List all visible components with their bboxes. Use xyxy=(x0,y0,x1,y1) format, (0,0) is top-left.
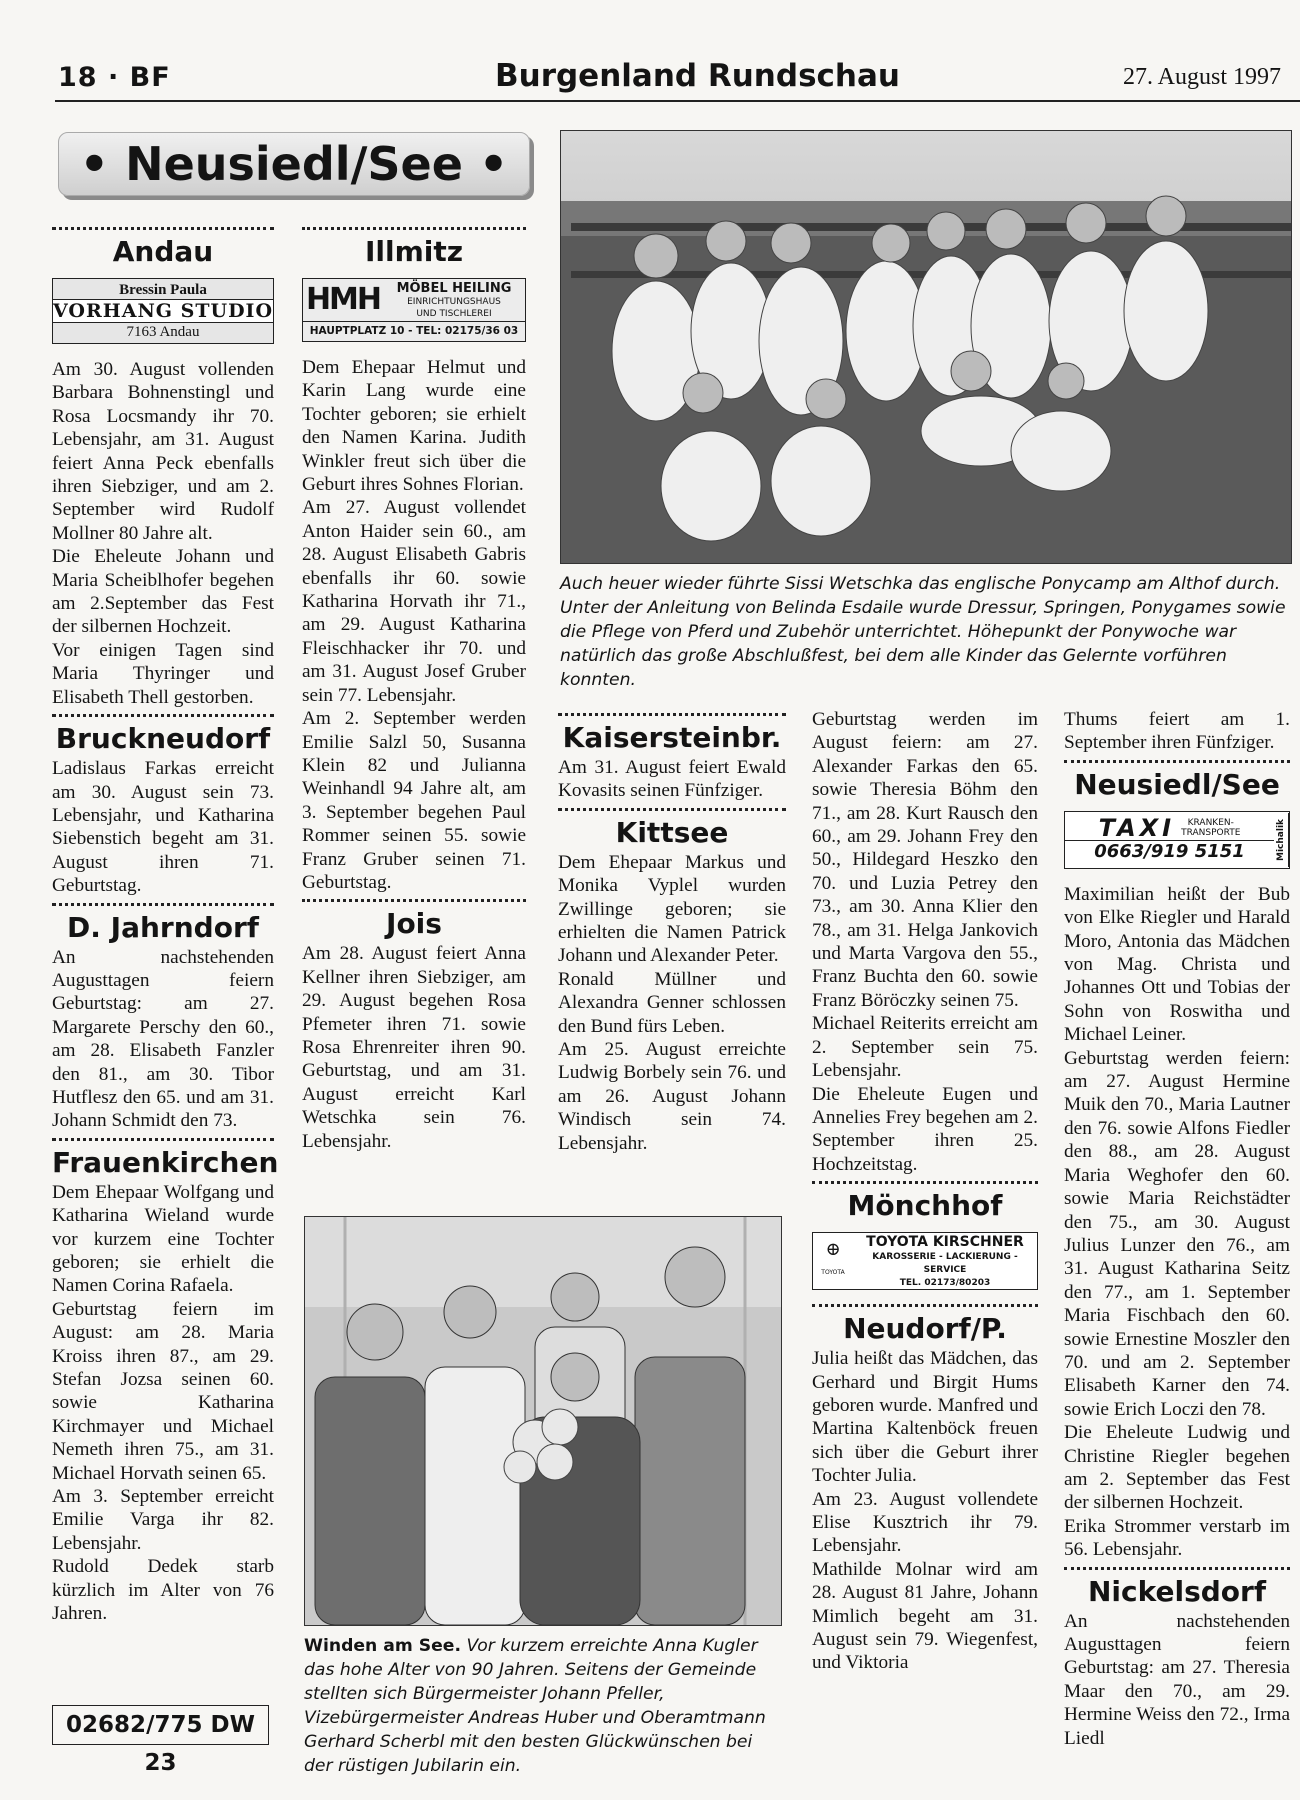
ad-line: Michalik xyxy=(1274,813,1289,867)
heading-neusiedl: Neusiedl/See xyxy=(1074,767,1280,801)
paragraph: Maximilian heißt der Bub von Elke Riegler und Harald Moro, Antonia das Mädchen von Mag. Christa und Johannes Ott und Tobias der Sohn von Roswitha und Michael Leiner. xyxy=(1064,883,1290,1046)
paragraph: Julia heißt das Mädchen, das Gerhard und Birgit Hums geboren wurde. Manfred und Martina Kaltenböck freuen sich über die Geburt ihrer Tochter Julia. xyxy=(812,1348,1038,1487)
ponycamp-photo-graphic xyxy=(561,131,1291,563)
heading-andau: Andau xyxy=(112,235,214,268)
paragraph: Rudold Dedek starb kürzlich im Alter von 76 Jahren. xyxy=(52,1556,274,1625)
divider xyxy=(52,1138,274,1141)
section-banner: • Neusiedl/See • xyxy=(58,132,530,196)
jubilee-caption xyxy=(304,1634,782,1778)
heading-nickelsdorf: Nickelsdorf xyxy=(1087,1574,1267,1608)
ad-line: KRANKEN- xyxy=(1187,818,1234,829)
ad-line: TEL. 02173/80203 xyxy=(899,1278,991,1289)
phone-box: 02682/775 DW 23 xyxy=(52,1705,269,1745)
paragraph: Am 3. September erreicht Emilie Varga ihr 82. Lebensjahr. xyxy=(52,1486,274,1554)
divider xyxy=(812,1304,1038,1307)
column-2 xyxy=(302,222,526,1153)
divider xyxy=(1064,760,1290,763)
ad-line: KAROSSERIE - LACKIERUNG - SERVICE xyxy=(872,1252,1018,1276)
column-5 xyxy=(1064,708,1290,1750)
heading-moenchhof: Mönchhof xyxy=(847,1189,1003,1223)
column-3 xyxy=(558,708,786,1155)
divider xyxy=(812,1181,1038,1184)
divider xyxy=(302,899,526,902)
paragraph: Vor einigen Tagen sind Maria Thyringer und Elisabeth Thell gestorben. xyxy=(52,639,274,708)
heading-jois: Jois xyxy=(386,907,442,941)
paragraph: Dem Ehepaar Helmut und Karin Lang wurde eine Tochter geboren; sie erhielt den Namen Karina. Judith Winkler freut sich über die Geburt ihres Sohnes Florian. xyxy=(302,357,526,496)
paragraph: Am 27. August vollendet Anton Haider sein 60., am 28. August Elisabeth Gabris ebenfalls ihr 60. sowie Katharina Horvath ihr 71., am 29. August Katharina Fleischhacker ihr 70. und am 31. August Josef Gruber sein 77. Lebensjahr. xyxy=(302,497,526,706)
paragraph: Geburtstag werden feiern: am 27. August Hermine Muik den 70., Maria Lautner den 76. sowie Alfons Fiedler den 88., am 28. August Maria Weghofer den 60. sowie Maria Reichstädter den 75., am 30. August Julius Lunzer den 76., am 31. August Katharina Seitz den 77., am 1. September Maria Fischbach den 60. sowie Ernestine Moszler den 70. und am 2. September Elisabeth Karner den 74. sowie Erich Loczi den 78. xyxy=(1064,1047,1290,1420)
paragraph: Die Eheleute Johann und Maria Scheiblhofer begehen am 2.September das Fest der silbernen Hochzeit. xyxy=(52,546,274,638)
ponycamp-caption: Auch heuer wieder führte Sissi Wetschka das englische Ponycamp am Althof durch. Unter der Anleitung von Belinda Esdaile wurde Dressur, Springen, Ponygames sowie die Pflege von Pferd und Zubehör unterrichtet. Höhepunkt der Ponywoche war natürlich das große Abschlußfest, bei dem alle Kinder das Gelernte vorführen konnten. xyxy=(560,574,1286,690)
ad-line: TOYOTA KIRSCHNER xyxy=(866,1234,1024,1251)
paragraph: An nachstehenden Augusttagen feiern Geburtstag: am 27. Margarete Perschy den 60., am 28. Elisabeth Fanzler den 81., am 30. Tibor Hutflesz den 65. und am 31. Johann Schmidt den 73. xyxy=(52,946,274,1132)
ad-line: TOYOTA xyxy=(821,1269,845,1277)
ad-line: VORHANG STUDIO xyxy=(53,300,273,322)
jubilee-photo xyxy=(304,1216,782,1626)
paragraph: Michael Reiterits erreicht am 2. September sein 75. Lebensjahr. xyxy=(812,1013,1038,1082)
divider xyxy=(302,227,526,230)
ad-logo: HMH xyxy=(305,282,381,317)
column-4 xyxy=(812,708,1038,1675)
ad-line: TAXI xyxy=(1098,813,1176,842)
paragraph: Am 31. August feiert Ewald Kovasits seinen Fünfziger. xyxy=(558,757,786,802)
paragraph: Dem Ehepaar Markus und Monika Vyplel wurden Zwillinge geboren; sie erhielten die Namen Patrick Johann und Alexander Peter. xyxy=(558,851,786,967)
paragraph: Mathilde Molnar wird am 28. August 81 Jahre, Johann Mimlich begeht am 31. August sein 79. Wiegenfest, und Viktoria xyxy=(812,1558,1038,1674)
ad-text xyxy=(853,1233,1037,1289)
heading-d-jahrndorf: D. Jahrndorf xyxy=(67,910,259,944)
paragraph: Am 28. August feiert Anna Kellner ihren Siebziger, am 29. August begehen Rosa Pfemeter ihren 71. sowie Rosa Ehrenreiter ihren 90. Geburtstag, und am 31. August erreicht Karl Wetschka sein 76. Lebensjahr. xyxy=(302,943,526,1152)
paragraph: Am 30. August vollenden Barbara Bohnenstingl und Rosa Locsmandy ihr 70. Lebensjahr, am 31. August feiert Anna Peck ebenfalls ihren Siebziger, und am 2. September wird Rudolf Mollner 80 Jahre alt. xyxy=(52,359,274,544)
column-1 xyxy=(52,222,279,1626)
ad-main xyxy=(1065,813,1274,863)
heading-illmitz: Illmitz xyxy=(364,235,464,268)
paragraph: Die Eheleute Eugen und Annelies Frey begehen am 2. September ihren 25. Hochzeitstag. xyxy=(812,1083,1038,1175)
divider xyxy=(558,808,786,811)
ad-line: TRANSPORTE xyxy=(1181,828,1241,839)
heading-bruckneudorf: Bruckneudorf xyxy=(55,722,271,756)
paragraph: Geburtstag werden im August feiern: am 27. Alexander Farkas den 65. sowie Theresia Böhm den 71., am 28. Kurt Rausch den 60., am 29. Johann Frey den 50., Hildegard Heszko den 70. und Luzia Petrey den 73., am 30. Anna Klier den 78., am 31. Helga Jankovich und Marta Vargova den 55., Franz Buchta den 60. sowie Franz Böröczky seinen 75. xyxy=(812,709,1038,1011)
caption-text: Vor kurzem erreichte Anna Kugler das hohe Alter von 90 Jahren. Seitens der Gemeinde stellten sich Bürgermeister Johann Pfeller, Vizebürgermeister Andreas Huber und Oberamtmann Gerhard Scherbl mit den besten Glückwünschen bei der rüstigen Jubilarin ein. xyxy=(304,1636,766,1776)
paragraph: Thums feiert am 1. September ihren Fünfziger. xyxy=(1064,709,1290,754)
header-rule xyxy=(55,100,1300,102)
paragraph: An nachstehenden Augusttagen feiern Geburtstag: am 27. Theresia Maar den 70., am 29. Hermine Weiss den 72., Irma Liedl xyxy=(1064,1610,1290,1749)
paragraph: Die Eheleute Ludwig und Christine Riegler begehen am 2. September das Fest der silbernen Hochzeit. xyxy=(1064,1422,1290,1514)
ad-line: EINRICHTUNGSHAUS xyxy=(407,296,501,307)
paragraph: Am 25. August erreichte Ludwig Borbely sein 76. und am 26. August Johann Windisch sein 74. Lebensjahr. xyxy=(558,1039,786,1154)
paragraph: Dem Ehepaar Wolfgang und Katharina Wieland wurde vor kurzem eine Tochter geboren; sie erhielt die Namen Corina Rafaela. xyxy=(52,1181,274,1297)
issue-date: 27. August 1997 xyxy=(1123,64,1282,90)
paragraph: Ladislaus Farkas erreicht am 30. August sein 73. Lebensjahr, und Katharina Siebenstich begeht am 31. August ihren 71. Geburtstag. xyxy=(52,758,274,897)
ad-row xyxy=(1065,813,1274,842)
divider xyxy=(52,227,274,230)
ad-line: 7163 Andau xyxy=(126,324,200,340)
ad-line: HAUPTPLATZ 10 - TEL: 02175/36 03 xyxy=(303,321,525,340)
ad-line: Bressin Paula xyxy=(119,282,207,298)
ad-vorhang-studio xyxy=(52,278,274,344)
divider xyxy=(1064,1567,1290,1570)
heading-kaisersteinbr: Kaisersteinbr. xyxy=(562,721,782,754)
ad-brand xyxy=(813,1238,853,1285)
divider xyxy=(558,713,786,716)
heading-neudorf: Neudorf/P. xyxy=(843,1312,1007,1346)
heading-frauenkirchen: Frauenkirchen xyxy=(52,1145,279,1179)
toyota-logo-icon: ⊕ xyxy=(825,1238,841,1259)
page-number: 18 · BF xyxy=(58,62,171,93)
ad-toyota-kirschner xyxy=(812,1232,1038,1290)
paragraph: Am 23. August vollendete Elise Kusztrich ihr 79. Lebensjahr. xyxy=(812,1488,1038,1557)
divider xyxy=(52,714,274,717)
ad-line: 0663/919 5151 xyxy=(1065,840,1274,863)
caption-lead: Winden am See. xyxy=(304,1636,461,1656)
paragraph: Erika Strommer verstarb im 56. Lebensjahr. xyxy=(1064,1515,1290,1561)
ad-line: UND TISCHLEREI xyxy=(416,308,492,319)
paragraph: Geburtstag feiern im August: am 28. Maria Kroiss ihren 87., am 29. Stefan Jozsa seinen 60. sowie Katharina Kirchmayer und Michael Nemeth ihren 75., am 31. Michael Horvath seinen 65. xyxy=(52,1298,274,1484)
ad-line: MÖBEL HEILING xyxy=(396,280,512,296)
ad-text xyxy=(383,281,525,320)
newspaper-title: Burgenland Rundschau xyxy=(495,58,900,94)
ad-moebel-heiling xyxy=(302,278,526,342)
heading-kittsee: Kittsee xyxy=(615,815,729,849)
jubilee-photo-graphic xyxy=(305,1217,781,1625)
ad-taxi xyxy=(1064,811,1290,869)
ad-sub xyxy=(1181,818,1240,838)
divider xyxy=(52,903,274,906)
paragraph: Ronald Müllner und Alexandra Genner schlossen den Bund fürs Leben. xyxy=(558,968,786,1037)
ad-top xyxy=(303,279,525,321)
paragraph: Am 2. September werden Emilie Salzl 50, Susanna Klein 82 und Julianna Weinhandl 94 Jahre alt, am 3. September begehen Paul Rommer seinen 55. sowie Franz Gruber seinen 71. Geburtstag. xyxy=(302,708,526,893)
ponycamp-photo xyxy=(560,130,1292,564)
